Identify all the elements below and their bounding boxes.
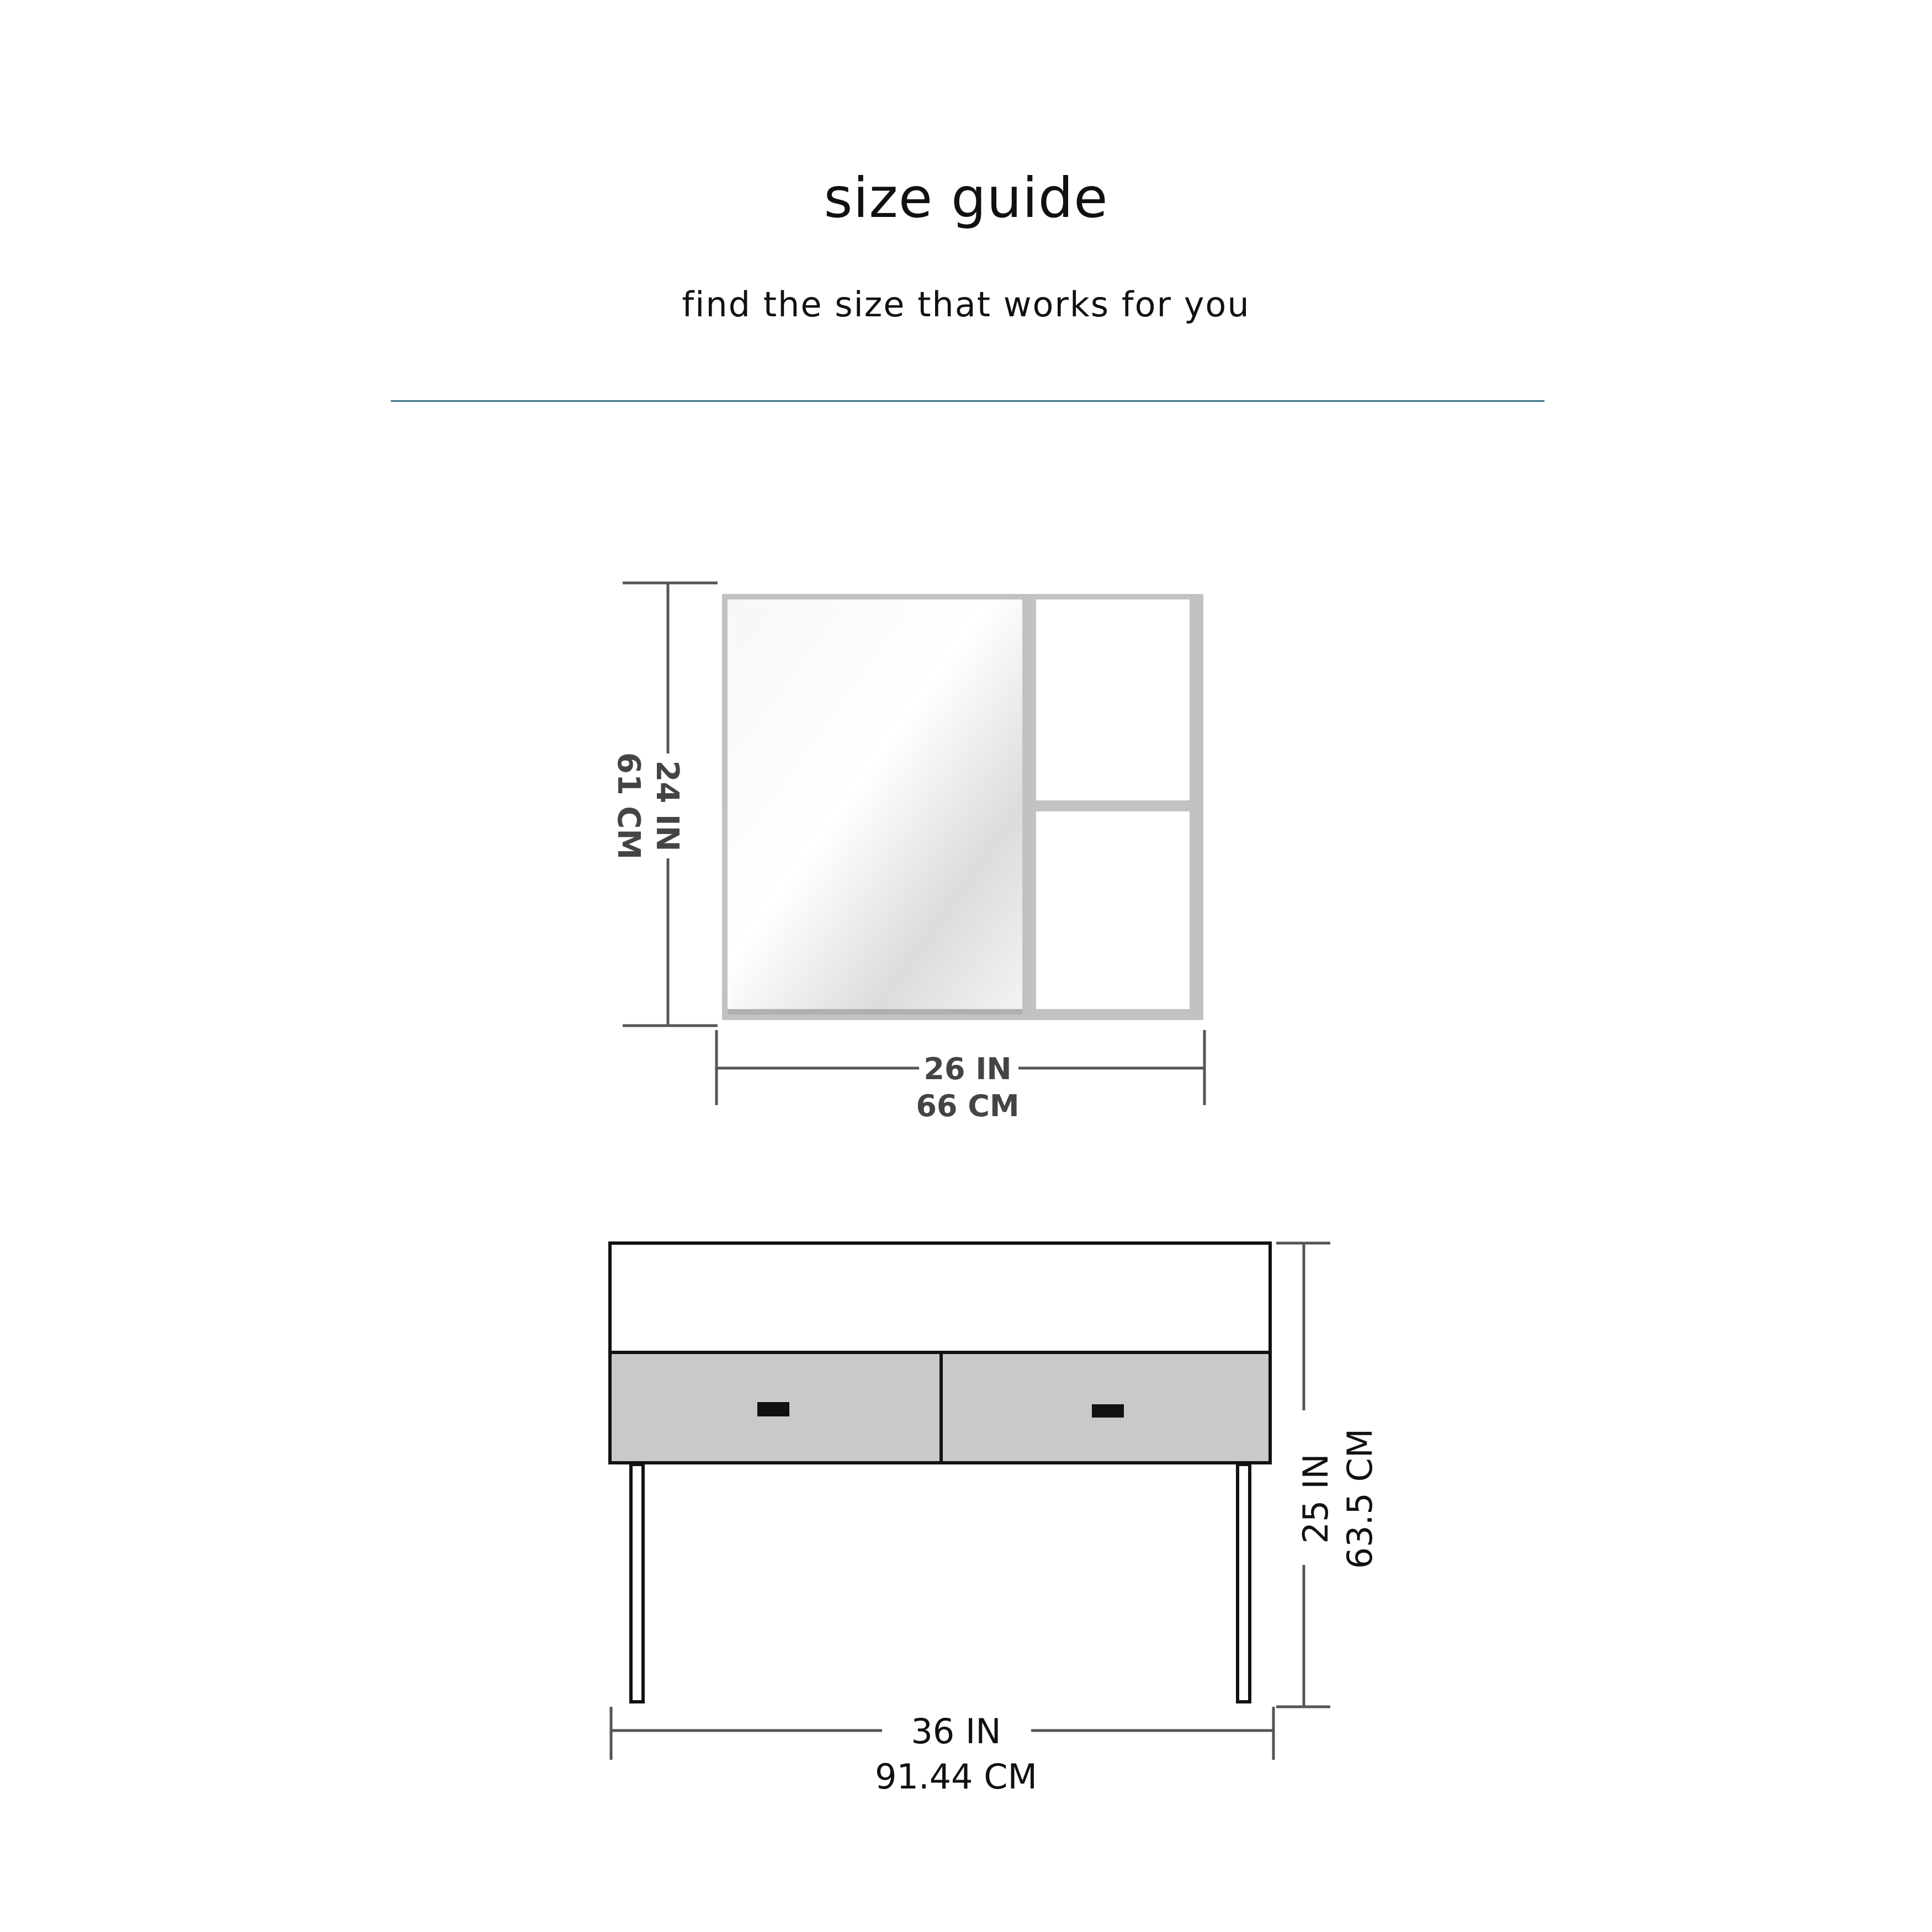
vanity-leg-left [631,1464,643,1702]
vanity-top [610,1243,1270,1352]
drawer-handle-left [757,1402,789,1416]
vanity-illustration [610,1243,1270,1702]
mirror-width-cm-label: 66 CM [916,1089,1020,1123]
vanity-leg-right [1238,1464,1250,1702]
mirror-shelf-upper [1036,599,1190,800]
mirror-shelf-lower [1036,811,1190,1009]
page-title: size guide [824,166,1108,230]
mirror-height-in-label: 24 IN [649,760,685,852]
vanity-height-in-label: 25 IN [1296,1453,1336,1544]
drawer-handle-right [1092,1404,1124,1418]
mirror-bottom-edge [728,1009,1022,1015]
mirror-width-in-label: 26 IN [923,1052,1012,1086]
mirror-height-cm-label: 61 CM [611,752,646,860]
mirror-glass [728,599,1022,1009]
vanity-height-cm-label: 63.5 CM [1340,1428,1380,1569]
page-subtitle: find the size that works for you [682,284,1250,325]
vanity-width-in-label: 36 IN [911,1711,1001,1751]
mirror-illustration [722,594,1203,1020]
vanity-width-cm-label: 91.44 CM [875,1756,1037,1797]
